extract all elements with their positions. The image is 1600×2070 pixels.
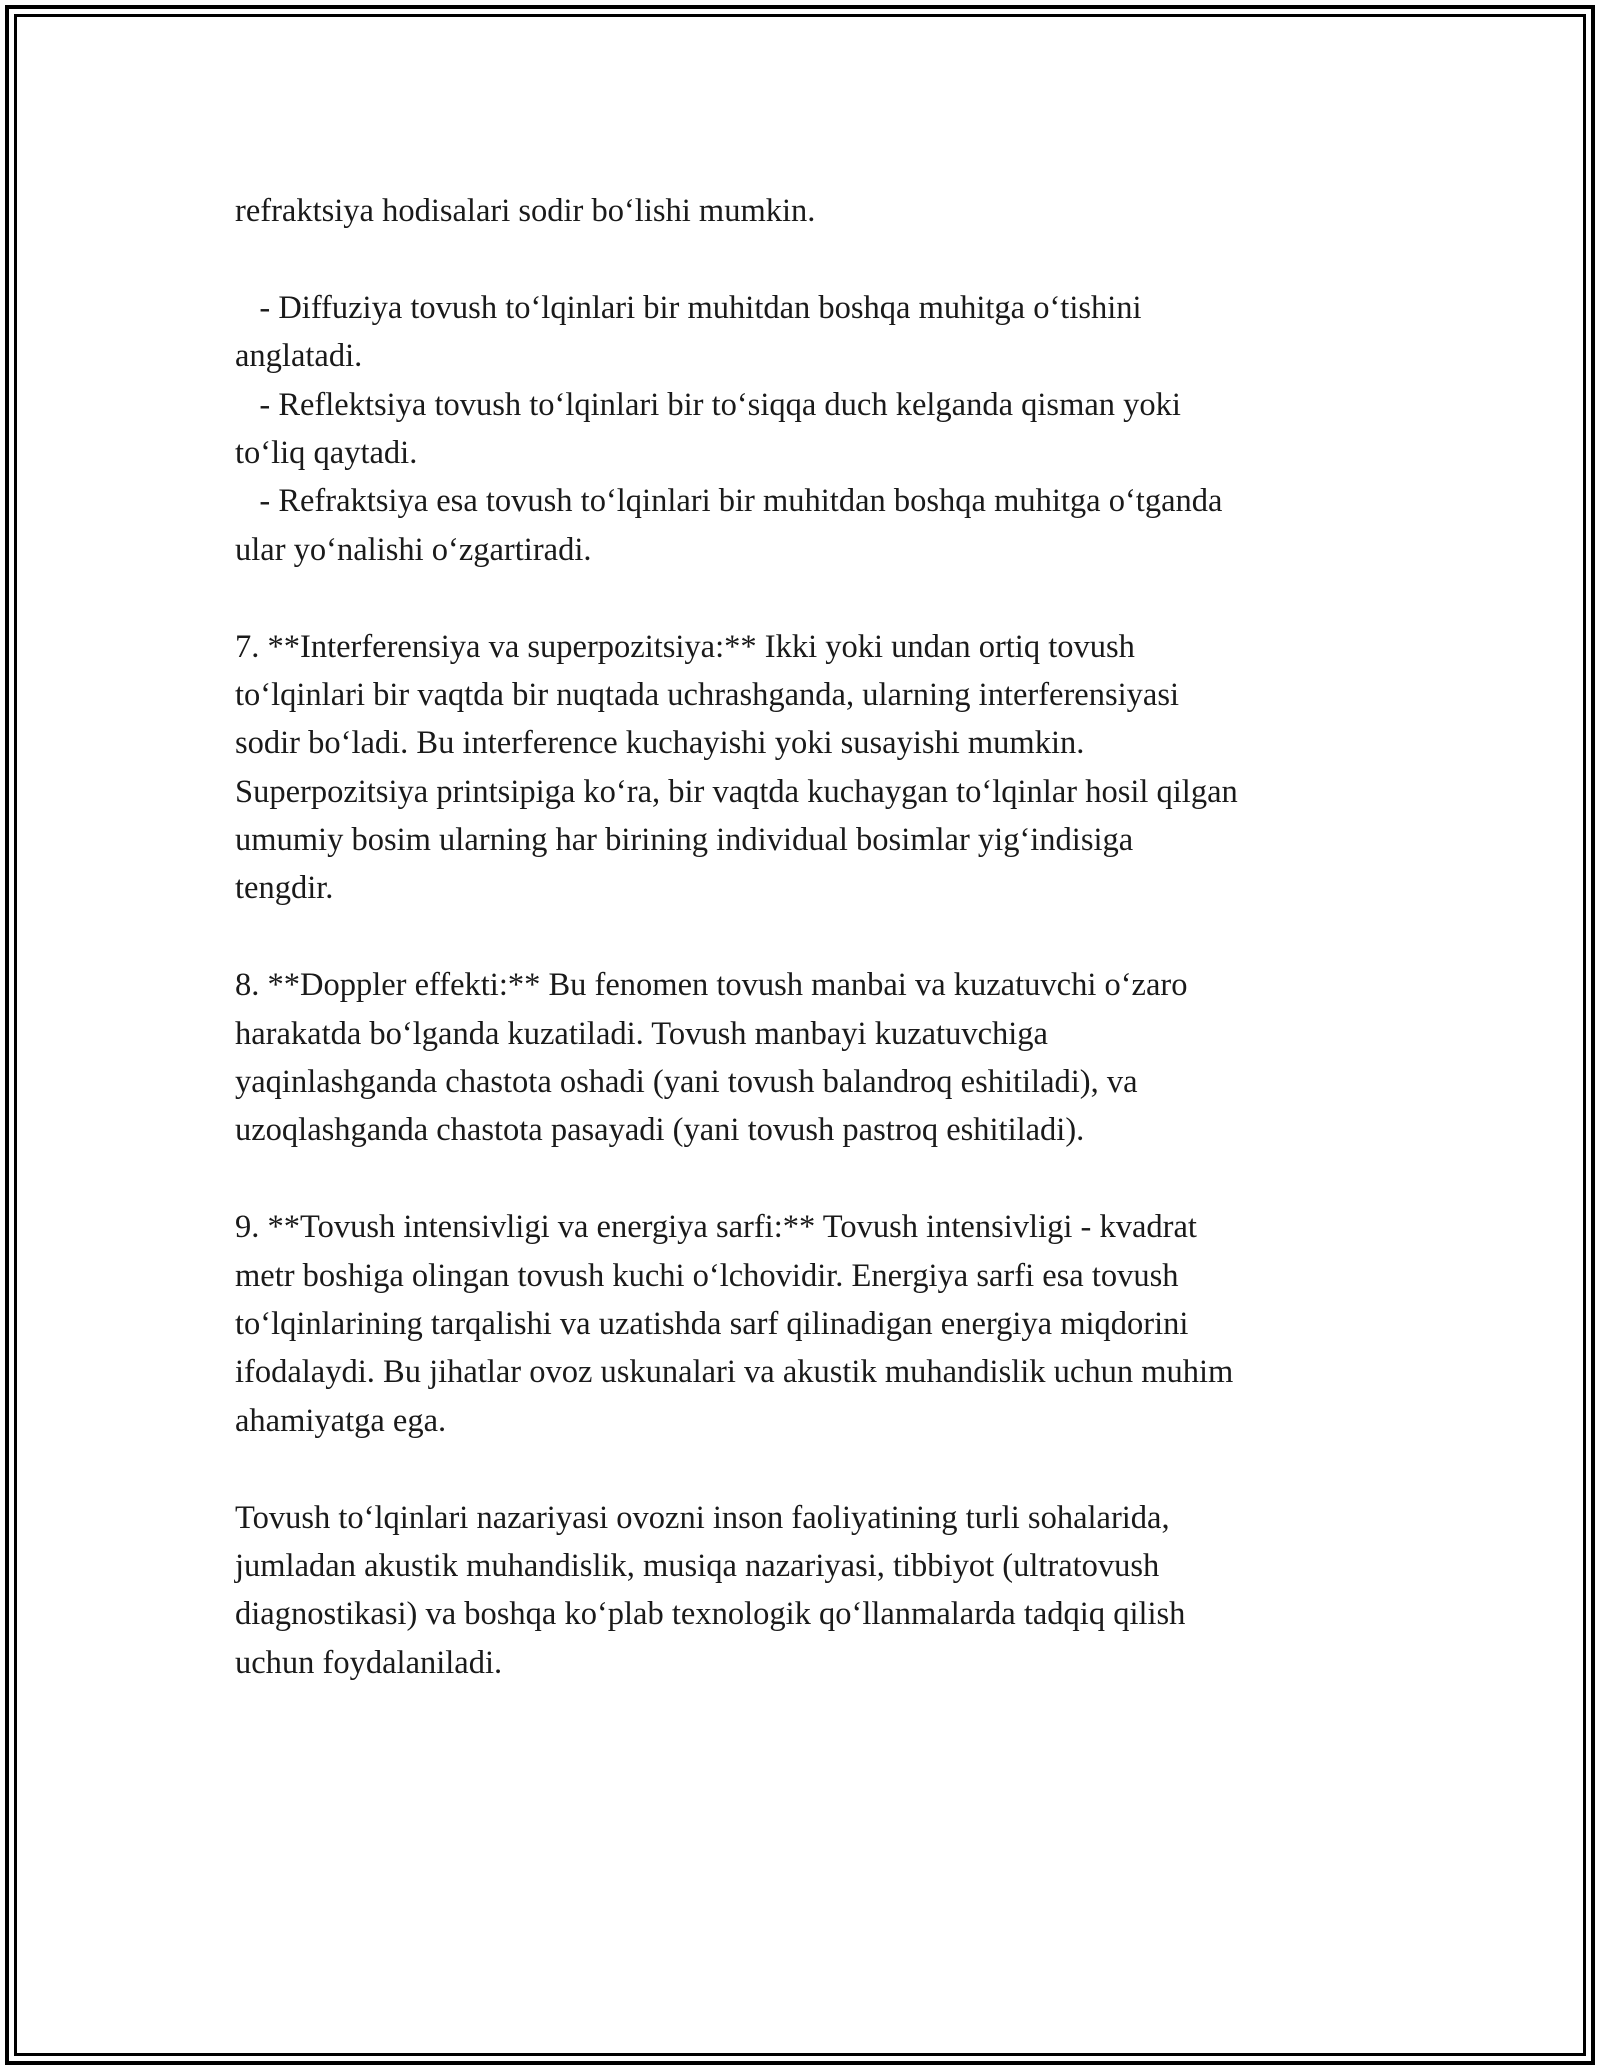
text-line: ifodalaydi. Bu jihatlar ovoz uskunalari va akustik muhandislik uchun muhim bbox=[235, 1354, 1234, 1391]
text-line: tengdir. bbox=[235, 870, 334, 907]
text-line: Superpozitsiya printsipiga ko‘ra, bir vaqtda kuchaygan to‘lqinlar hosil qilgan bbox=[235, 773, 1238, 810]
paragraph bbox=[235, 187, 1375, 235]
paragraph bbox=[235, 284, 1375, 574]
text-line: - Reflektsiya tovush to‘lqinlari bir to‘siqqa duch kelganda qisman yoki bbox=[235, 386, 1181, 423]
paragraph bbox=[235, 961, 1375, 1155]
text-line: metr boshiga olingan tovush kuchi o‘lchovidir. Energiya sarfi esa tovush bbox=[235, 1257, 1179, 1294]
paragraph-gap bbox=[235, 1445, 1375, 1493]
paragraph bbox=[235, 623, 1375, 913]
text-line: ular yo‘nalishi o‘zgartiradi. bbox=[235, 531, 592, 568]
text-line: sodir bo‘ladi. Bu interference kuchayishi yoki susayishi mumkin. bbox=[235, 725, 1085, 762]
text-line: 8. **Doppler effekti:** Bu fenomen tovush manbai va kuzatuvchi o‘zaro bbox=[235, 967, 1188, 1004]
paragraph bbox=[235, 1494, 1375, 1688]
text-line: uchun foydalaniladi. bbox=[235, 1644, 503, 1681]
text-line: 7. **Interferensiya va superpozitsiya:** Ikki yoki undan ortiq tovush bbox=[235, 628, 1135, 665]
text-line: uzoqlashganda chastota pasayadi (yani tovush pastroq eshitiladi). bbox=[235, 1112, 1085, 1149]
text-line: to‘lqinlari bir vaqtda bir nuqtada uchrashganda, ularning interferensiyasi bbox=[235, 676, 1179, 713]
text-line: jumladan akustik muhandislik, musiqa nazariyasi, tibbiyot (ultratovush bbox=[235, 1547, 1160, 1584]
text-line: to‘liq qaytadi. bbox=[235, 434, 418, 471]
paragraph-gap bbox=[235, 235, 1375, 283]
text-line: harakatda bo‘lganda kuzatiladi. Tovush manbayi kuzatuvchiga bbox=[235, 1015, 1048, 1052]
text-line: 9. **Tovush intensivligi va energiya sarfi:** Tovush intensivligi - kvadrat bbox=[235, 1209, 1197, 1246]
text-line: Tovush to‘lqinlari nazariyasi ovozni inson faoliyatining turli sohalarida, bbox=[235, 1499, 1170, 1536]
text-line: anglatadi. bbox=[235, 338, 363, 375]
paragraph-gap bbox=[235, 913, 1375, 961]
paragraph bbox=[235, 1203, 1375, 1445]
document-body bbox=[235, 187, 1375, 1687]
text-line: refraktsiya hodisalari sodir bo‘lishi mumkin. bbox=[235, 193, 816, 229]
text-line: yaqinlashganda chastota oshadi (yani tovush balandroq eshitiladi), va bbox=[235, 1064, 1138, 1101]
text-line: - Diffuziya tovush to‘lqinlari bir muhitdan boshqa muhitga o‘tishini bbox=[235, 289, 1142, 326]
text-line: umumiy bosim ularning har birining individual bosimlar yig‘indisiga bbox=[235, 822, 1134, 859]
text-line: - Refraktsiya esa tovush to‘lqinlari bir muhitdan boshqa muhitga o‘tganda bbox=[235, 483, 1223, 520]
paragraph-gap bbox=[235, 1155, 1375, 1203]
paragraph-gap bbox=[235, 574, 1375, 622]
text-line: to‘lqinlarining tarqalishi va uzatishda sarf qilinadigan energiya miqdorini bbox=[235, 1305, 1189, 1342]
text-line: ahamiyatga ega. bbox=[235, 1402, 447, 1439]
text-line: diagnostikasi) va boshqa ko‘plab texnologik qo‘llanmalarda tadqiq qilish bbox=[235, 1596, 1186, 1633]
